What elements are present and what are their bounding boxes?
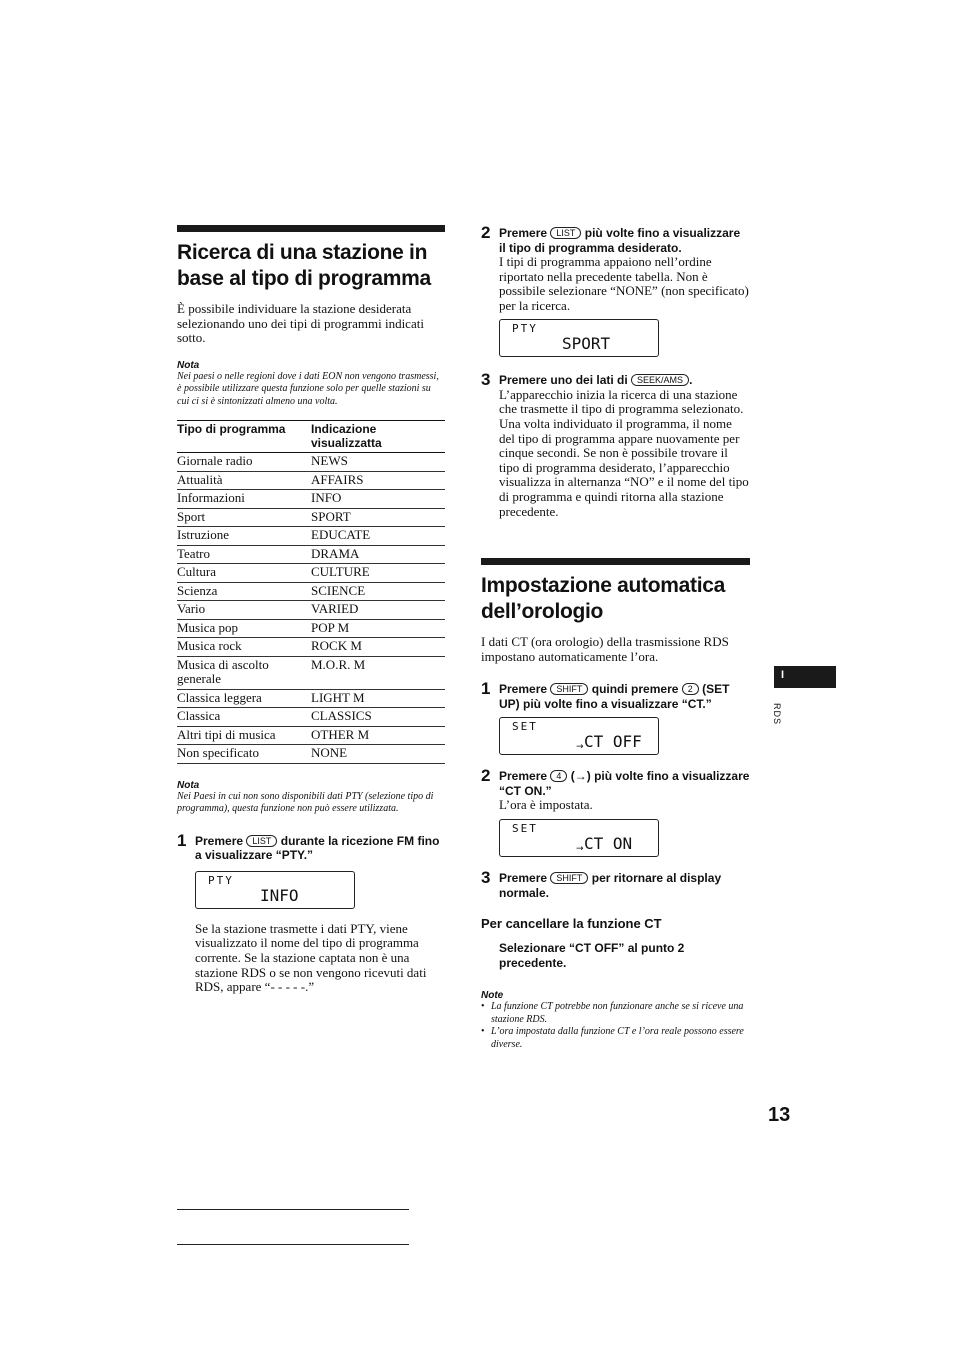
table-row: [177, 564, 445, 583]
language-tab: [774, 666, 836, 688]
program-type-cell: Classica: [177, 708, 311, 727]
list-item: • L’ora impostata dalla funzione CT e l’ora reale possono essere diverse.: [481, 1026, 750, 1051]
program-type-cell: Scienza: [177, 582, 311, 601]
table-row: [177, 689, 445, 708]
program-type-cell: Attualità: [177, 471, 311, 490]
display-indication-cell: SPORT: [311, 508, 445, 527]
seek-ams-key: SEEK/AMS: [631, 374, 689, 386]
program-type-cell: Sport: [177, 508, 311, 527]
section-rule: [481, 558, 750, 565]
step-3: [481, 370, 750, 519]
note-heading-2: Nota: [177, 779, 200, 791]
display-indication-cell: M.O.R. M: [311, 656, 445, 689]
display-indication-cell: CLASSICS: [311, 708, 445, 727]
notes-list: [481, 1001, 750, 1051]
section-label: RDS: [772, 703, 782, 726]
program-type-table: [177, 420, 445, 764]
right-column: [481, 222, 750, 1051]
step-instruction: Premere SHIFT per ritornare al display normale.: [499, 871, 722, 900]
display-pty-info: [195, 871, 355, 909]
program-type-cell: Giornale radio: [177, 453, 311, 472]
step-body: Se la stazione trasmette i dati PTY, viene visualizzato il nome del tipo di programma corrente. Se la stazione captata non è una stazione RDS o se non vengono ricevuti dati RDS, appare “- - - - -.”: [195, 920, 427, 995]
program-type-cell: Cultura: [177, 564, 311, 583]
shift-key: SHIFT: [550, 683, 588, 695]
table-header-row: [177, 421, 445, 453]
table-row: [177, 527, 445, 546]
program-type-cell: Informazioni: [177, 490, 311, 509]
step-body: L’ora è impostata.: [499, 797, 593, 813]
cancel-body: Selezionare “CT OFF” al punto 2 precedente.: [499, 941, 685, 970]
program-type-cell: Vario: [177, 601, 311, 620]
arrow-icon: →: [576, 844, 584, 854]
tab-letter: I: [781, 669, 785, 681]
note-text-2: Nei Paesi in cui non sono disponibili dati PTY (selezione tipo di programma), questa funzione non può essere utilizzata.: [177, 790, 434, 815]
ct-step-3: [481, 868, 750, 900]
display-small-text: PTY: [208, 873, 234, 887]
step-number: 1: [481, 679, 491, 699]
shift-key: SHIFT: [550, 872, 588, 884]
intro-text-2: I dati CT (ora orologio) della trasmissione RDS impostano automaticamente l’ora.: [481, 634, 729, 664]
list-item: • La funzione CT potrebbe non funzionare anche se si riceve una stazione RDS.: [481, 1001, 750, 1026]
step-body: I tipi di programma appaiono nell’ordine riportato nella precedente tabella. Non è possibile selezionare “NONE” (non specificato) per la ricerca.: [499, 254, 749, 313]
table-row: [177, 508, 445, 527]
step-instruction: Premere 4 (→) più volte fino a visualizzare “CT ON.”: [499, 769, 750, 798]
program-type-cell: Classica leggera: [177, 689, 311, 708]
display-big-text: SPORT: [562, 334, 611, 354]
program-type-cell: Altri tipi di musica: [177, 726, 311, 745]
display-indication-cell: DRAMA: [311, 545, 445, 564]
table-row: [177, 490, 445, 509]
table-row: [177, 601, 445, 620]
display-indication-cell: NONE: [311, 745, 445, 764]
display-small-text: PTY: [512, 322, 538, 336]
display-indication-cell: INFO: [311, 490, 445, 509]
step-number: 3: [481, 868, 491, 887]
display-ct-off: [499, 717, 659, 755]
display-indication-cell: EDUCATE: [311, 527, 445, 546]
table-row: [177, 726, 445, 745]
program-type-cell: Musica di ascolto generale: [177, 656, 311, 689]
step-number: 2: [481, 766, 491, 786]
program-type-cell: Musica pop: [177, 619, 311, 638]
section-rule: [177, 225, 445, 232]
table-row: [177, 619, 445, 638]
table-row: [177, 582, 445, 601]
step-body: L’apparecchio inizia la ricerca di una stazione che trasmette il tipo di programma selezionato. Una volta individuato il programma, il nome del tipo di programma appare nuovamente per cinque secondi. Se non è possibile trovare il tipo di programma desiderato, l’apparecchio visualizza in alternanza “NO” e il nome del tipo di programma e quindi ritorna alla stazione precedente.: [499, 386, 749, 519]
display-big-text: CT OFF: [584, 732, 642, 752]
footer-rule: [177, 1244, 409, 1245]
display-ct-on: [499, 819, 659, 857]
section-title: Ricerca di una stazione in base al tipo di programma: [177, 241, 431, 290]
step-instruction: Premere SHIFT quindi premere 2 (SET UP) più volte fino a visualizzare “CT.”: [499, 682, 730, 711]
page-number: 13: [768, 1104, 791, 1126]
display-indication-cell: SCIENCE: [311, 582, 445, 601]
key-2: 2: [682, 683, 699, 695]
intro-text: È possibile individuare la stazione desiderata selezionando uno dei tipi di programmi indicati sotto.: [177, 301, 424, 346]
table-row: [177, 471, 445, 490]
display-indication-cell: ROCK M: [311, 638, 445, 657]
step-instruction: Premere LIST più volte fino a visualizzare il tipo di programma desiderato.: [499, 226, 741, 255]
display-indication-cell: CULTURE: [311, 564, 445, 583]
step-instruction: Premere LIST durante la ricezione FM fino a visualizzare “PTY.”: [195, 833, 440, 863]
display-small-text: SET: [512, 720, 538, 734]
table-header-type: Tipo di programma: [177, 421, 311, 453]
step-number: 2: [481, 223, 491, 242]
program-type-cell: Musica rock: [177, 638, 311, 657]
arrow-icon: →: [576, 742, 584, 753]
left-column: [177, 225, 445, 995]
ct-step-2: [481, 766, 750, 857]
program-type-cell: Istruzione: [177, 527, 311, 546]
note-heading: Nota: [177, 359, 200, 371]
display-big-text: INFO: [260, 885, 299, 905]
table-row: [177, 656, 445, 689]
display-indication-cell: LIGHT M: [311, 689, 445, 708]
table-row: [177, 638, 445, 657]
step-instruction: Premere uno dei lati di SEEK/AMS .: [499, 373, 693, 388]
program-type-cell: Non specificato: [177, 745, 311, 764]
display-small-text: SET: [512, 822, 538, 835]
footer-rule: [177, 1209, 409, 1210]
display-pty-sport: [499, 319, 659, 357]
table-header-display: Indicazione visualizzatta: [311, 421, 445, 453]
table-row: [177, 708, 445, 727]
display-indication-cell: POP M: [311, 619, 445, 638]
display-indication-cell: VARIED: [311, 601, 445, 620]
list-key: LIST: [550, 227, 581, 239]
table-row: [177, 745, 445, 764]
cancel-heading: Per cancellare la funzione CT: [481, 916, 662, 931]
display-indication-cell: NEWS: [311, 453, 445, 472]
step-1: [177, 830, 445, 995]
display-big-text: CT ON: [584, 834, 633, 853]
step-number: 3: [481, 370, 491, 390]
notes-heading: Note: [481, 990, 504, 1001]
note-text: Nei paesi o nelle regioni dove i dati EON non vengono trasmessi, è possibile utilizzare questa funzione solo per quelle stazioni su cui ci si è sintonizzati almeno una volta.: [177, 370, 439, 407]
display-indication-cell: OTHER M: [311, 726, 445, 745]
step-number: 1: [177, 830, 187, 850]
list-key: LIST: [246, 835, 277, 847]
program-type-cell: Teatro: [177, 545, 311, 564]
step-2: [481, 223, 750, 357]
table-row: [177, 545, 445, 564]
section-title-2: Impostazione automatica dell’orologio: [481, 574, 725, 624]
key-4: 4: [550, 770, 567, 782]
display-indication-cell: AFFAIRS: [311, 471, 445, 490]
ct-step-1: [481, 679, 750, 755]
table-row: [177, 453, 445, 472]
